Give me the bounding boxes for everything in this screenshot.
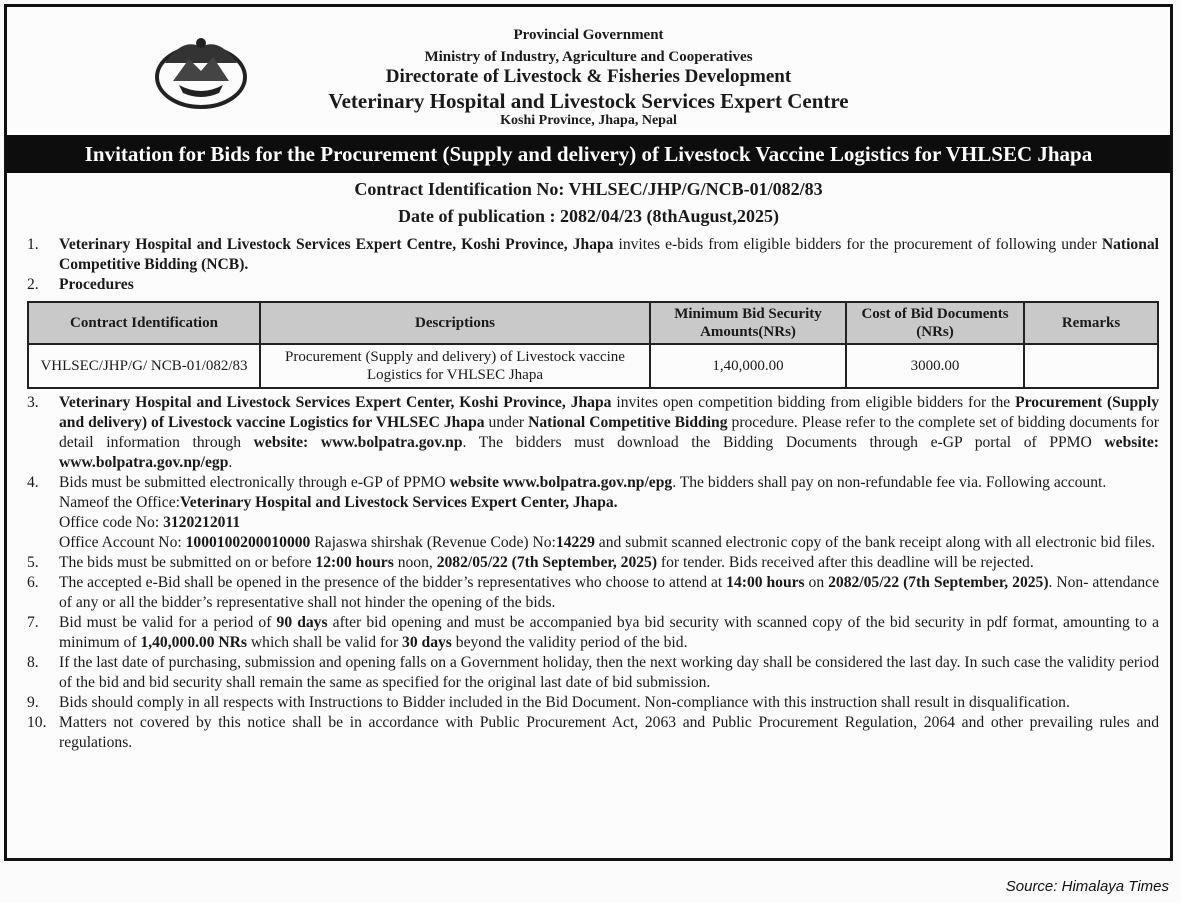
table-cell bbox=[1024, 344, 1158, 388]
notice-title-banner: Invitation for Bids for the Procurement (Supply and delivery) of Livestock Vaccine Logistics for VHLSEC Jhapa bbox=[7, 135, 1170, 173]
list-item: 6. The accepted e-Bid shall be opened in the presence of the bidder’s representatives who choose to attend at 14:00 hours on 2082/05/22 (7th September, 2025). Non- attendance of any or all the bidder’s representative shall not hinder the opening of the bids. bbox=[27, 574, 1160, 611]
header-line-provincial: Provincial Government bbox=[513, 27, 664, 43]
table-row bbox=[28, 344, 1158, 388]
table-cell: Procurement (Supply and delivery) of Livestock vaccine Logistics for VHLSEC Jhapa bbox=[260, 344, 650, 388]
header-line-centre: Veterinary Hospital and Livestock Services Expert Centre bbox=[328, 89, 849, 113]
list-item: 4. Bids must be submitted electronically through e-GP of PPMO website www.bolpatra.gov.np/epg. The bidders shall pay on non-refundable fee via. Following account. Nameof the Office:Veterinary Hospital and Livestock Services Expert Center, Jhapa. Office code No: 3120212011 Office Account No: 1000100200010000 Rajaswa shirshak (Revenue Code) No:14229 and submit scanned electronic copy of the bank receipt along with all electronic bid files. bbox=[27, 474, 1156, 551]
list-item: 2. Procedures bbox=[27, 276, 134, 293]
list-item: 1. Veterinary Hospital and Livestock Services Expert Centre, Koshi Province, Jhapa invites e-bids from eligible bidders for the procurement of following under National Competitive Bidding (NCB). bbox=[27, 236, 1159, 273]
table-header: Cost of Bid Documents (NRs) bbox=[846, 302, 1024, 344]
list-item: 9. Bids should comply in all respects with Instructions to Bidder included in the Bid Document. Non-compliance with this instruction shall result in disqualification. bbox=[27, 694, 1070, 711]
notice-header bbox=[7, 7, 1170, 135]
table-header: Contract Identification bbox=[28, 302, 260, 344]
table-cell: VHLSEC/JHP/G/ NCB-01/082/83 bbox=[28, 344, 260, 388]
list-item: 7. Bid must be valid for a period of 90 days after bid opening and must be accompanied bya bid security with scanned copy of the bid security in pdf format, amounting to a minimum of 1,40,000.00 NRs which shall be valid for 30 days beyond the validity period of the bid. bbox=[27, 614, 1160, 651]
header-line-ministry: Ministry of Industry, Agriculture and Cooperatives bbox=[424, 49, 753, 65]
table-header-row bbox=[28, 302, 1158, 344]
header-line-directorate: Directorate of Livestock & Fisheries Development bbox=[385, 66, 792, 87]
notice-body bbox=[27, 235, 1159, 753]
table-header: Remarks bbox=[1024, 302, 1158, 344]
list-item: 10. Matters not covered by this notice shall be in accordance with Public Procurement Act, 2063 and Public Procurement Regulation, 2064 and other prevailing rules and regulations. bbox=[27, 714, 1159, 751]
contract-identification: Contract Identification No: VHLSEC/JHP/G/NCB-01/082/83 bbox=[354, 179, 823, 199]
list-item: 8. If the last date of purchasing, submission and opening falls on a Government holiday, then the next working day shall be considered the last day. In such case the validity period of the bid and bid security shall remain the same as specified for the original last date of bid submission. bbox=[27, 654, 1159, 691]
list-item: 5. The bids must be submitted on or before 12:00 hours noon, 2082/05/22 (7th September, 2025) for tender. Bids received after this deadline will be rejected. bbox=[27, 554, 1034, 571]
source-credit: Source: Himalaya Times bbox=[1005, 878, 1169, 895]
table-header: Minimum Bid Security Amounts(NRs) bbox=[650, 302, 846, 344]
table-header: Descriptions bbox=[260, 302, 650, 344]
publication-date: Date of publication : 2082/04/23 (8thAugust,2025) bbox=[397, 206, 779, 226]
procedures-table bbox=[27, 301, 1159, 389]
table-cell: 1,40,000.00 bbox=[650, 344, 846, 388]
table-cell: 3000.00 bbox=[846, 344, 1024, 388]
list-item: 3. Veterinary Hospital and Livestock Services Expert Center, Koshi Province, Jhapa invites open competition bidding from eligible bidders for the Procurement (Supply and delivery) of Livestock vaccine Logistics for VHLSEC Jhapa under National Competitive Bidding procedure. Please refer to the complete set of bidding documents for detail information through website: www.bolpatra.gov.np. The bidders must download the Bidding Documents through e-GP portal of PPMO website: www.bolpatra.gov.np/egp. bbox=[27, 394, 1159, 471]
header-line-address: Koshi Province, Jhapa, Nepal bbox=[500, 113, 677, 128]
notice-frame bbox=[4, 4, 1173, 861]
